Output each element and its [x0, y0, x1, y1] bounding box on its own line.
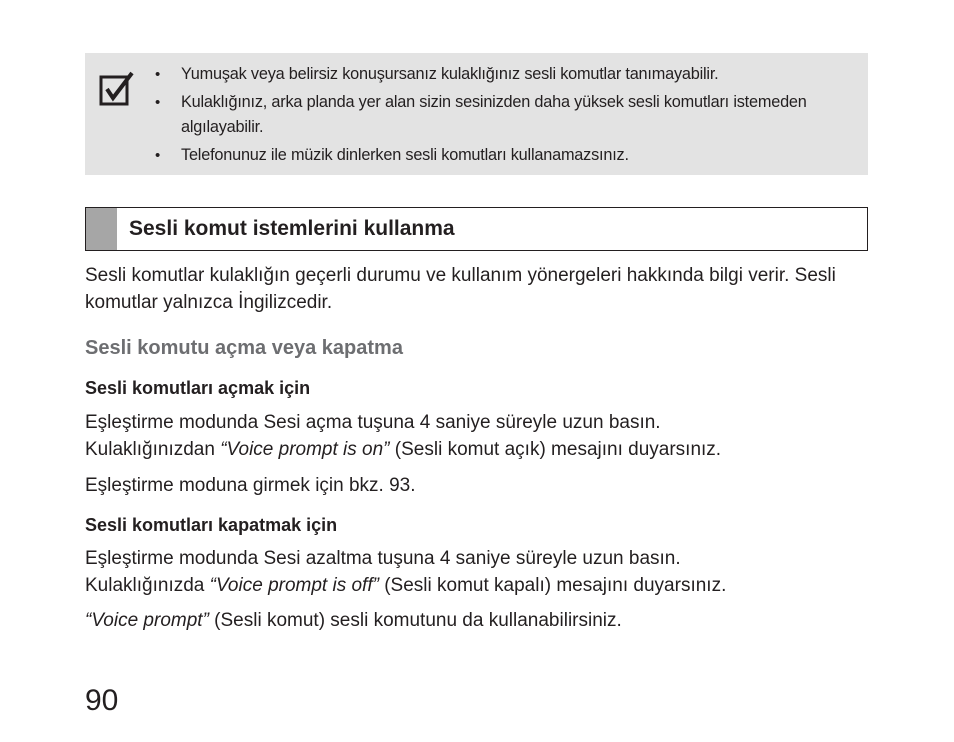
- disable-line-suffix: (Sesli komut kapalı) mesajını duyarsınız.: [378, 575, 727, 596]
- page-number: 90: [85, 684, 119, 717]
- pairing-reference: Eşleştirme moduna girmek için bkz. 93.: [85, 475, 416, 496]
- note-item: • Yumuşak veya belirsiz konuşursanız kulaklığınız sesli komutlar tanımayabilir.: [155, 62, 848, 87]
- note-item: • Kulaklığınız, arka planda yer alan sizin sesinizden daha yüksek sesli komutları istemeden algılayabilir.: [155, 90, 848, 140]
- enable-line-prefix: Kulaklığınızdan: [85, 439, 221, 460]
- disable-step: Eşleştirme modunda Sesi azaltma tuşuna 4 saniye süreyle uzun basın.: [85, 548, 681, 569]
- disable-line-prefix: Kulaklığınızda: [85, 575, 210, 596]
- checkbox-checked-icon: [99, 71, 135, 107]
- disable-heading: Sesli komutları kapatmak için: [85, 515, 338, 535]
- section-tab: [86, 208, 117, 250]
- tip-paragraph: [85, 607, 875, 634]
- enable-quote: “Voice prompt is on”: [220, 439, 390, 460]
- section-intro: Sesli komutlar kulaklığın geçerli durumu ve kullanım yönergeleri hakkında bilgi verir. Sesli komutlar yalnızca İngilizcedir.: [85, 265, 836, 313]
- enable-instructions: [85, 409, 875, 463]
- disable-instructions: [85, 545, 875, 599]
- note-list: [155, 62, 848, 171]
- disable-quote: “Voice prompt is off”: [209, 575, 379, 596]
- enable-line-suffix: (Sesli komut açık) mesajını duyarsınız.: [389, 439, 722, 460]
- enable-heading: Sesli komutları açmak için: [85, 378, 311, 398]
- tip-suffix: (Sesli komut) sesli komutunu da kullanabilirsiniz.: [208, 610, 622, 631]
- section-header: [85, 207, 868, 251]
- section-title: Sesli komut istemlerini kullanma: [129, 217, 455, 240]
- note-item: • Telefonunuz ile müzik dinlerken sesli komutları kullanamazsınız.: [155, 143, 848, 168]
- tip-quote: “Voice prompt”: [85, 610, 209, 631]
- subsection-title: Sesli komutu açma veya kapatma: [85, 337, 403, 359]
- note-box: [85, 53, 868, 175]
- enable-step: Eşleştirme modunda Sesi açma tuşuna 4 saniye süreyle uzun basın.: [85, 412, 661, 433]
